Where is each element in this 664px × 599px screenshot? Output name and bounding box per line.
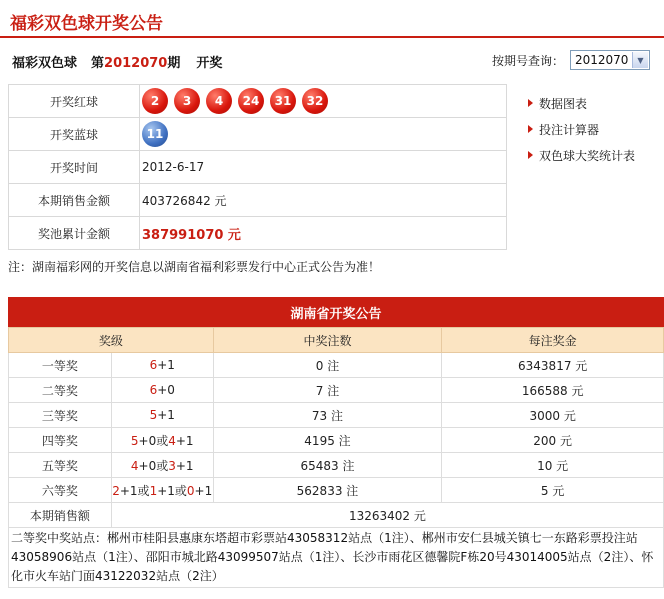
winner-count: 73 注 [213, 403, 442, 428]
red-count: 4 [168, 433, 176, 448]
arrow-right-icon [528, 151, 533, 159]
prize-amount: 10 元 [442, 453, 664, 478]
red-ball: 32 [302, 88, 328, 114]
blue-ball: 11 [142, 121, 168, 147]
prize-level: 五等奖 [9, 453, 112, 478]
pool-row [9, 217, 507, 250]
rule-text: +1 [157, 358, 175, 372]
prize-rule [111, 478, 213, 503]
prize-level: 一等奖 [9, 353, 112, 378]
rule-text: +1 [175, 458, 194, 473]
rule-text: +1 [175, 433, 194, 448]
pool-label: 奖池累计金额 [9, 217, 140, 250]
col-header-level: 奖级 [9, 328, 214, 353]
winner-count: 7 注 [213, 378, 442, 403]
red-count: 5 [149, 408, 158, 422]
link-bet-calculator[interactable]: 投注计算器 [528, 116, 635, 142]
prize-rule [111, 428, 213, 453]
prize-rule [111, 403, 213, 428]
prize-row [9, 378, 664, 403]
prize-rule [111, 353, 213, 378]
red-count: 6 [149, 383, 158, 397]
red-ball: 2 [142, 88, 168, 114]
col-header-prize: 每注奖金 [442, 328, 664, 353]
total-sales-value: 13263402 元 [111, 503, 663, 528]
red-count: 6 [149, 358, 158, 372]
winning-stations: 二等奖中奖站点：郴州市桂阳县惠康东塔超市彩票站43058312站点（1注）、郴州市安仁县城关镇七一东路彩票投注站43058906站点（1注）、邵阳市城北路43099507站点（1注）、长沙市雨花区德馨院F栋20号43014005站点（2注）、怀化市火车站门面43122032站点（2注） [8, 528, 664, 588]
arrow-right-icon [528, 125, 533, 133]
page-title: 福彩双色球开奖公告 [10, 14, 163, 34]
draw-time-row [9, 151, 507, 184]
prize-amount: 200 元 [442, 428, 664, 453]
red-count: 0 [186, 483, 195, 498]
prize-level: 六等奖 [9, 478, 112, 503]
rule-text: +0 [157, 383, 175, 397]
issue-status: 开奖 [196, 56, 223, 71]
red-count: 4 [130, 458, 139, 473]
total-sales-row [9, 503, 664, 528]
prize-amount: 166588 元 [442, 378, 664, 403]
prize-level: 三等奖 [9, 403, 112, 428]
red-ball: 31 [270, 88, 296, 114]
draw-info-table [8, 84, 507, 250]
red-ball: 24 [238, 88, 264, 114]
lottery-name: 福彩双色球 [12, 56, 78, 71]
rule-text: +1或 [157, 483, 187, 498]
prize-amount: 6343817 元 [442, 353, 664, 378]
disclaimer-note: 注：湖南福彩网的开奖信息以湖南省福利彩票发行中心正式公告为准！ [8, 260, 381, 274]
red-ball: 4 [206, 88, 232, 114]
issue-suffix: 期 [167, 56, 181, 71]
issue-prefix: 第 [91, 56, 105, 71]
winner-count: 65483 注 [213, 453, 442, 478]
red-count: 3 [168, 458, 176, 473]
red-count: 2 [112, 483, 120, 498]
prize-table-header [9, 328, 664, 353]
prize-amount: 3000 元 [442, 403, 664, 428]
draw-time-value: 2012-6-17 [140, 151, 507, 184]
rule-text: +1或 [119, 483, 150, 498]
link-data-chart[interactable]: 数据图表 [528, 90, 635, 116]
blue-ball-row [9, 118, 507, 151]
prize-table [8, 327, 664, 528]
prize-row [9, 403, 664, 428]
prize-level: 四等奖 [9, 428, 112, 453]
prize-row [9, 353, 664, 378]
blue-ball-label: 开奖蓝球 [9, 118, 140, 151]
rule-text: +0或 [138, 458, 169, 473]
pool-value: 387991070 元 [142, 227, 241, 243]
link-jackpot-stats[interactable]: 双色球大奖统计表 [528, 142, 635, 168]
draw-time-label: 开奖时间 [9, 151, 140, 184]
prize-row [9, 478, 664, 503]
query-label: 按期号查询： [491, 53, 564, 68]
red-count: 5 [130, 433, 139, 448]
prize-rule [111, 378, 213, 403]
arrow-right-icon [528, 99, 533, 107]
total-sales-label: 本期销售额 [9, 503, 112, 528]
sales-row [9, 184, 507, 217]
winner-count: 562833 注 [213, 478, 442, 503]
red-ball-row [9, 85, 507, 118]
col-header-count: 中奖注数 [213, 328, 442, 353]
notice-title: 湖南省开奖公告 [8, 297, 664, 327]
issue-select[interactable] [570, 50, 650, 70]
issue-select-value: 2012070 [575, 53, 629, 67]
chevron-down-icon[interactable]: ▼ [632, 52, 648, 68]
side-links [528, 90, 635, 168]
issue-number: 2012070 [104, 56, 168, 71]
winner-count: 0 注 [213, 353, 442, 378]
winner-count: 4195 注 [213, 428, 442, 453]
prize-row [9, 453, 664, 478]
prize-amount: 5 元 [442, 478, 664, 503]
prize-row [9, 428, 664, 453]
rule-text: +1 [194, 483, 213, 498]
sales-label: 本期销售金额 [9, 184, 140, 217]
prize-level: 二等奖 [9, 378, 112, 403]
rule-text: +1 [157, 408, 175, 422]
rule-text: +0或 [138, 433, 169, 448]
red-ball: 3 [174, 88, 200, 114]
sales-value: 403726842 元 [140, 184, 507, 217]
issue-line [12, 52, 222, 71]
red-count: 1 [149, 483, 158, 498]
red-balls [140, 85, 507, 118]
issue-query [492, 50, 650, 70]
prize-rule [111, 453, 213, 478]
title-bar [0, 0, 664, 38]
red-ball-label: 开奖红球 [9, 85, 140, 118]
